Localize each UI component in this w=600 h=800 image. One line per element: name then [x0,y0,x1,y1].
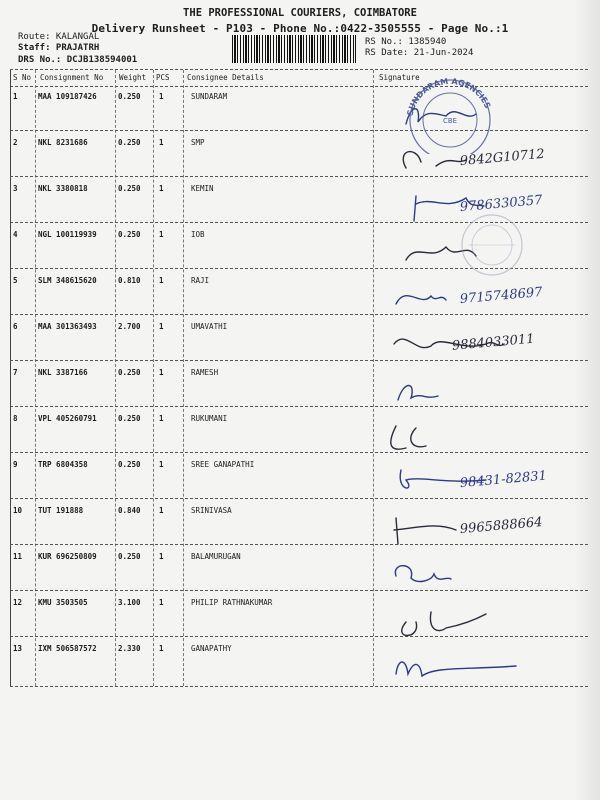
signature-row-10 [376,508,586,548]
cell-sno: 1 [13,92,18,101]
sundaram-stamp [400,74,500,154]
cell-weight: 2.700 [118,322,141,331]
cell-pcs: 1 [159,368,164,377]
handwritten-phone-number: 9786330357 [459,192,544,216]
cell-pcs: 1 [159,276,164,285]
table-bottom-rule [10,686,588,687]
cell-consignment: MAA 301363493 [38,322,97,331]
cell-sno: 3 [13,184,18,193]
cell-weight: 0.250 [118,460,141,469]
cell-weight: 2.330 [118,644,141,653]
signature-stroke [395,566,451,582]
cell-weight: 0.840 [118,506,141,515]
route-label: Route: KALANGAL [18,32,100,42]
cell-consignee: BALAMURUGAN [191,552,241,561]
cell-sno: 8 [13,414,18,423]
faint-bank-stamp [457,210,527,280]
cell-pcs: 1 [159,598,164,607]
cell-consignee: RAMESH [191,368,219,377]
cell-weight: 0.810 [118,276,141,285]
cell-weight: 3.100 [118,598,141,607]
col-header-sno: S No [13,73,32,82]
company-title: THE PROFESSIONAL COURIERS, COIMBATORE [183,7,417,19]
signature-row-8 [376,416,586,456]
cell-consignment: KUR 696250809 [38,552,97,561]
cell-consignee: KEMIN [191,184,214,193]
cell-consignment: TUT 191888 [38,506,84,515]
handwritten-phone-number: 9842G10712 [459,146,546,170]
cell-consignment: TRP 6804358 [38,460,88,469]
cell-weight: 0.250 [118,368,141,377]
col-header-pcs: PCS [156,73,170,82]
cell-consignee: SREE GANAPATHI [191,460,255,469]
cell-weight: 0.250 [118,92,141,101]
cell-consignee: SRINIVASA [191,506,232,515]
cell-weight: 0.250 [118,414,141,423]
drs-number: DRS No.: DCJB138594001 [18,55,138,65]
rs-date: RS Date: 21-Jun-2024 [365,48,474,58]
cell-consignee: RUKUMANI [191,414,228,423]
signature-stroke [394,518,456,544]
signature-stroke [391,426,426,449]
cell-pcs: 1 [159,184,164,193]
stamp-center-text: CBE [442,117,458,125]
cell-consignee: RAJI [191,276,210,285]
rs-number: RS No.: 1385940 [365,37,447,47]
cell-consignee: SMP [191,138,205,147]
cell-pcs: 1 [159,460,164,469]
signature-row-11 [376,554,586,594]
handwritten-phone-number: 98431-82831 [459,468,548,492]
signature-row-6 [376,324,586,364]
runsheet-subtitle: Delivery Runsheet - P103 - Phone No.:0422-3505555 - Page No.:1 [91,22,509,35]
cell-consignment: NGL 100119939 [38,230,97,239]
cell-pcs: 1 [159,506,164,515]
signature-row-5 [376,278,586,318]
cell-weight: 0.250 [118,230,141,239]
signature-stroke [396,662,516,676]
cell-pcs: 1 [159,138,164,147]
cell-consignment: IXM 506587572 [38,644,97,653]
table-top-rule [10,69,588,70]
col-header-weight: Weight [119,73,147,82]
cell-sno: 6 [13,322,18,331]
cell-pcs: 1 [159,414,164,423]
cell-sno: 13 [13,644,23,653]
cell-sno: 5 [13,276,18,285]
handwritten-phone-number: 9715748697 [459,284,544,308]
cell-sno: 11 [13,552,23,561]
cell-consignment: NKL 3387166 [38,368,88,377]
svg-text:SUNDARAM AGENCIES [406,77,493,117]
cell-sno: 10 [13,506,23,515]
cell-sno: 9 [13,460,18,469]
cell-consignment: MAA 109187426 [38,92,97,101]
cell-consignment: SLM 348615620 [38,276,97,285]
col-header-consignee: Consignee Details [187,73,264,82]
cell-consignment: VPL 405260791 [38,414,97,423]
cell-consignee: SUNDARAM [191,92,228,101]
signature-row-12 [376,600,586,640]
signature-stroke [398,386,438,401]
signature-row-13 [376,646,586,686]
cell-sno: 4 [13,230,18,239]
handwritten-phone-number: 9884033011 [451,331,536,354]
cell-consignee: GANAPATHY [191,644,232,653]
handwritten-phone-number: 9965888664 [459,514,544,538]
cell-sno: 2 [13,138,18,147]
signature-row-9 [376,462,586,502]
staff-label: Staff: PRAJATRH [18,43,100,53]
cell-sno: 12 [13,598,23,607]
cell-consignment: NKL 3380818 [38,184,88,193]
cell-consignee: UMAVATHI [191,322,228,331]
signature-stroke [396,296,446,304]
cell-weight: 0.250 [118,552,141,561]
col-header-signature: Signature [379,73,420,82]
cell-pcs: 1 [159,322,164,331]
stamp-arc-text: SUNDARAM AGENCIES [405,76,493,117]
cell-consignee: IOB [191,230,205,239]
header-bottom-rule [10,86,588,87]
signature-stroke [403,152,466,168]
cell-pcs: 1 [159,644,164,653]
cell-sno: 7 [13,368,18,377]
signature-row-7 [376,370,586,410]
cell-consignee: PHILIP RATHNAKUMAR [191,598,273,607]
cell-pcs: 1 [159,92,164,101]
cell-pcs: 1 [159,230,164,239]
barcode [232,35,356,63]
cell-pcs: 1 [159,552,164,561]
col-header-consignment: Consignment No [40,73,104,82]
cell-consignment: KMU 3503505 [38,598,88,607]
cell-weight: 0.250 [118,184,141,193]
cell-consignment: NKL 8231686 [38,138,88,147]
signature-stroke [402,612,486,636]
cell-weight: 0.250 [118,138,141,147]
